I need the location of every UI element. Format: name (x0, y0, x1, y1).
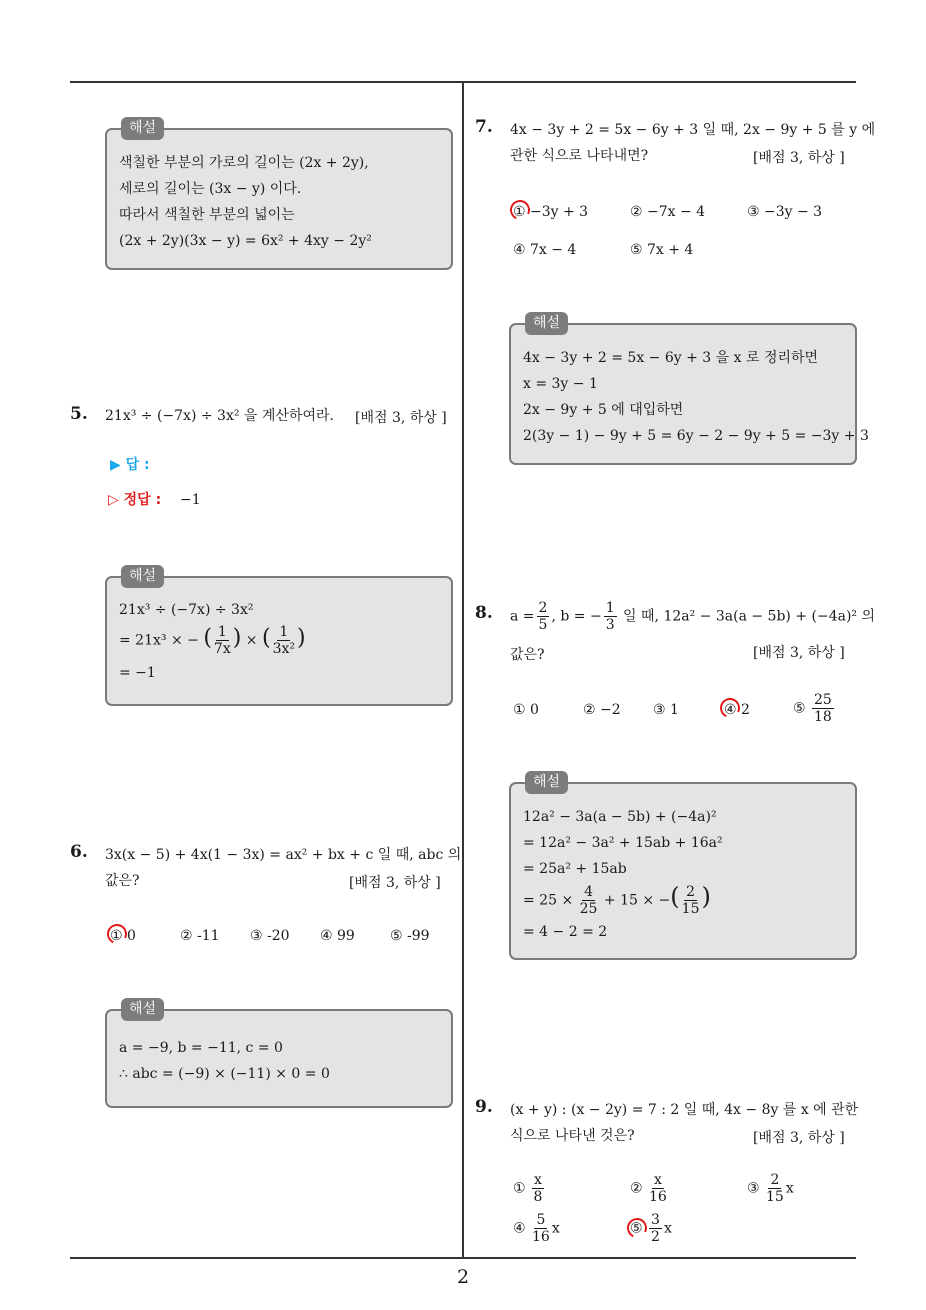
question-text: 3x(x − 5) + 4x(1 − 3x) = ax² + bx + c 일 때, abc 의 (105, 847, 462, 863)
answer-input-label: ▶ 답 : (110, 457, 150, 473)
explain-line: a = −9, b = −11, c = 0 (119, 1040, 283, 1056)
explanation-tag: 해설 (121, 117, 164, 140)
option-5[interactable]: ⑤ 7x + 4 (630, 242, 694, 258)
explanation-tag: 해설 (121, 565, 164, 588)
explanation-tag: 해설 (525, 312, 568, 335)
question-number: 7. (475, 117, 493, 137)
explain-line: 21x³ ÷ (−7x) ÷ 3x² (119, 602, 254, 618)
explanation-box-q7 (509, 315, 869, 465)
option-1[interactable]: ① $\frac{x}{8}$ (513, 1172, 543, 1205)
question-text: 4x − 3y + 2 = 5x − 6y + 3 일 때, 2x − 9y + 5 를 y 에 (510, 122, 876, 138)
explanation-box-q5 (105, 568, 453, 706)
explain-line: ∴ abc = (−9) × (−11) × 0 = 0 (119, 1066, 330, 1082)
question-text: 값은? (510, 647, 545, 663)
correct-answer-value: −1 (180, 492, 201, 508)
question-text: a = $\frac{2}{5}$ , b = − $\frac{1}{3}$ 일 때, 12a² − 3a(a − 5b) + (−4a)² 의 (510, 600, 876, 633)
explain-line: 따라서 색칠한 부분의 넓이는 (119, 207, 295, 223)
fraction: $\frac{1}{7x}$ (213, 624, 231, 657)
explanation-tag: 해설 (525, 771, 568, 794)
option-2[interactable]: ② -11 (180, 928, 220, 944)
score-label: [배점 3, 하상 ] (349, 875, 441, 891)
fraction: $\frac{5}{16}$ (532, 1212, 550, 1245)
option-3[interactable]: ③ -20 (250, 928, 290, 944)
question-text: 식으로 나타낸 것은? (510, 1128, 635, 1144)
explanation-tag: 해설 (121, 998, 164, 1021)
fraction: $\frac{2}{5}$ (538, 600, 548, 633)
option-5[interactable]: ⑤ -99 (390, 928, 430, 944)
option-5[interactable]: ⑤ $\frac{3}{2}$ x (630, 1212, 672, 1245)
question-text: 관한 식으로 나타내면? (510, 148, 649, 164)
explain-line: 세로의 길이는 (3x − y) 이다. (119, 181, 302, 197)
explain-line: = −1 (119, 665, 156, 681)
question-number: 5. (70, 404, 88, 424)
option-5[interactable]: ⑤ $\frac{25}{18}$ (793, 692, 832, 725)
explain-line: x = 3y − 1 (523, 376, 598, 392)
option-4[interactable]: ④ $\frac{5}{16}$ x (513, 1212, 560, 1245)
explain-line: = 25 × $\frac{4}{25}$ + 15 × −( $\frac{2}{15}$ ) (523, 882, 711, 917)
question-text: 21x³ ÷ (−7x) ÷ 3x² 을 계산하여라. (105, 408, 334, 424)
fraction: $\frac{3}{2}$ (651, 1212, 660, 1245)
explain-line: 색칠한 부분의 가로의 길이는 (2x + 2y), (119, 155, 369, 171)
fraction: $\frac{2}{15}$ (766, 1172, 784, 1205)
explain-line: 12a² − 3a(a − 5b) + (−4a)² (523, 809, 717, 825)
option-4[interactable]: ④ 2 (724, 702, 750, 718)
explain-line: 4x − 3y + 2 = 5x − 6y + 3 을 x 로 정리하면 (523, 350, 819, 366)
fraction: $\frac{4}{25}$ (579, 884, 598, 917)
fraction: $\frac{2}{15}$ (681, 884, 700, 917)
option-2[interactable]: ② −7x − 4 (630, 204, 706, 220)
expr: = 21x³ × − (119, 632, 199, 649)
score-label: [배점 3, 하상 ] (753, 1130, 845, 1146)
option-4[interactable]: ④ 7x − 4 (513, 242, 577, 258)
question-number: 8. (475, 603, 493, 623)
explanation-box-q8 (509, 774, 857, 960)
fraction: $\frac{1}{\text{3x²}}$ (272, 624, 295, 657)
option-2[interactable]: ② $\frac{x}{16}$ (630, 1172, 667, 1205)
explain-line: (2x + 2y)(3x − y) = 6x² + 4xy − 2y² (119, 233, 372, 249)
fraction: $\frac{x}{16}$ (649, 1172, 667, 1205)
question-text: (x + y) : (x − 2y) = 7 : 2 일 때, 4x − 8y 를 x 에 관한 (510, 1102, 859, 1118)
option-1[interactable]: ① 0 (513, 702, 539, 718)
question-number: 9. (475, 1097, 493, 1117)
explain-line: = 21x³ × − ( $\frac{1}{7x}$ ) × ( $\frac{1}{\text{3x²}}$ ) (119, 624, 306, 657)
option-2[interactable]: ② −2 (583, 702, 621, 718)
score-label: [배점 3, 하상 ] (753, 150, 845, 166)
explain-line: = 12a² − 3a² + 15ab + 16a² (523, 835, 723, 851)
option-1[interactable]: ① −3y + 3 (513, 204, 589, 220)
question-number: 6. (70, 842, 88, 862)
column-divider (462, 83, 464, 1259)
score-label: [배점 3, 하상 ] (753, 645, 845, 661)
score-label: [배점 3, 하상 ] (355, 410, 447, 426)
explanation-box-q4 (105, 120, 453, 270)
option-3[interactable]: ③ 1 (653, 702, 679, 718)
option-3[interactable]: ③ $\frac{2}{15}$ x (747, 1172, 794, 1205)
fraction: $\frac{25}{18}$ (814, 692, 832, 725)
fraction: $\frac{1}{3}$ (605, 600, 615, 633)
fraction: $\frac{x}{8}$ (533, 1172, 543, 1205)
explain-line: = 25a² + 15ab (523, 861, 627, 877)
question-text: 값은? (105, 873, 140, 889)
option-4[interactable]: ④ 99 (320, 928, 355, 944)
explain-line: 2(3y − 1) − 9y + 5 = 6y − 2 − 9y + 5 = −3y + 3 (523, 428, 869, 444)
correct-answer-label: ▷ 정답 : (108, 492, 162, 508)
option-1[interactable]: ① 0 (110, 928, 136, 944)
explain-line: = 4 − 2 = 2 (523, 924, 608, 940)
explanation-box-q6 (105, 1001, 453, 1108)
option-3[interactable]: ③ −3y − 3 (747, 204, 823, 220)
page-number: 2 (456, 1266, 470, 1288)
explain-line: 2x − 9y + 5 에 대입하면 (523, 402, 684, 418)
